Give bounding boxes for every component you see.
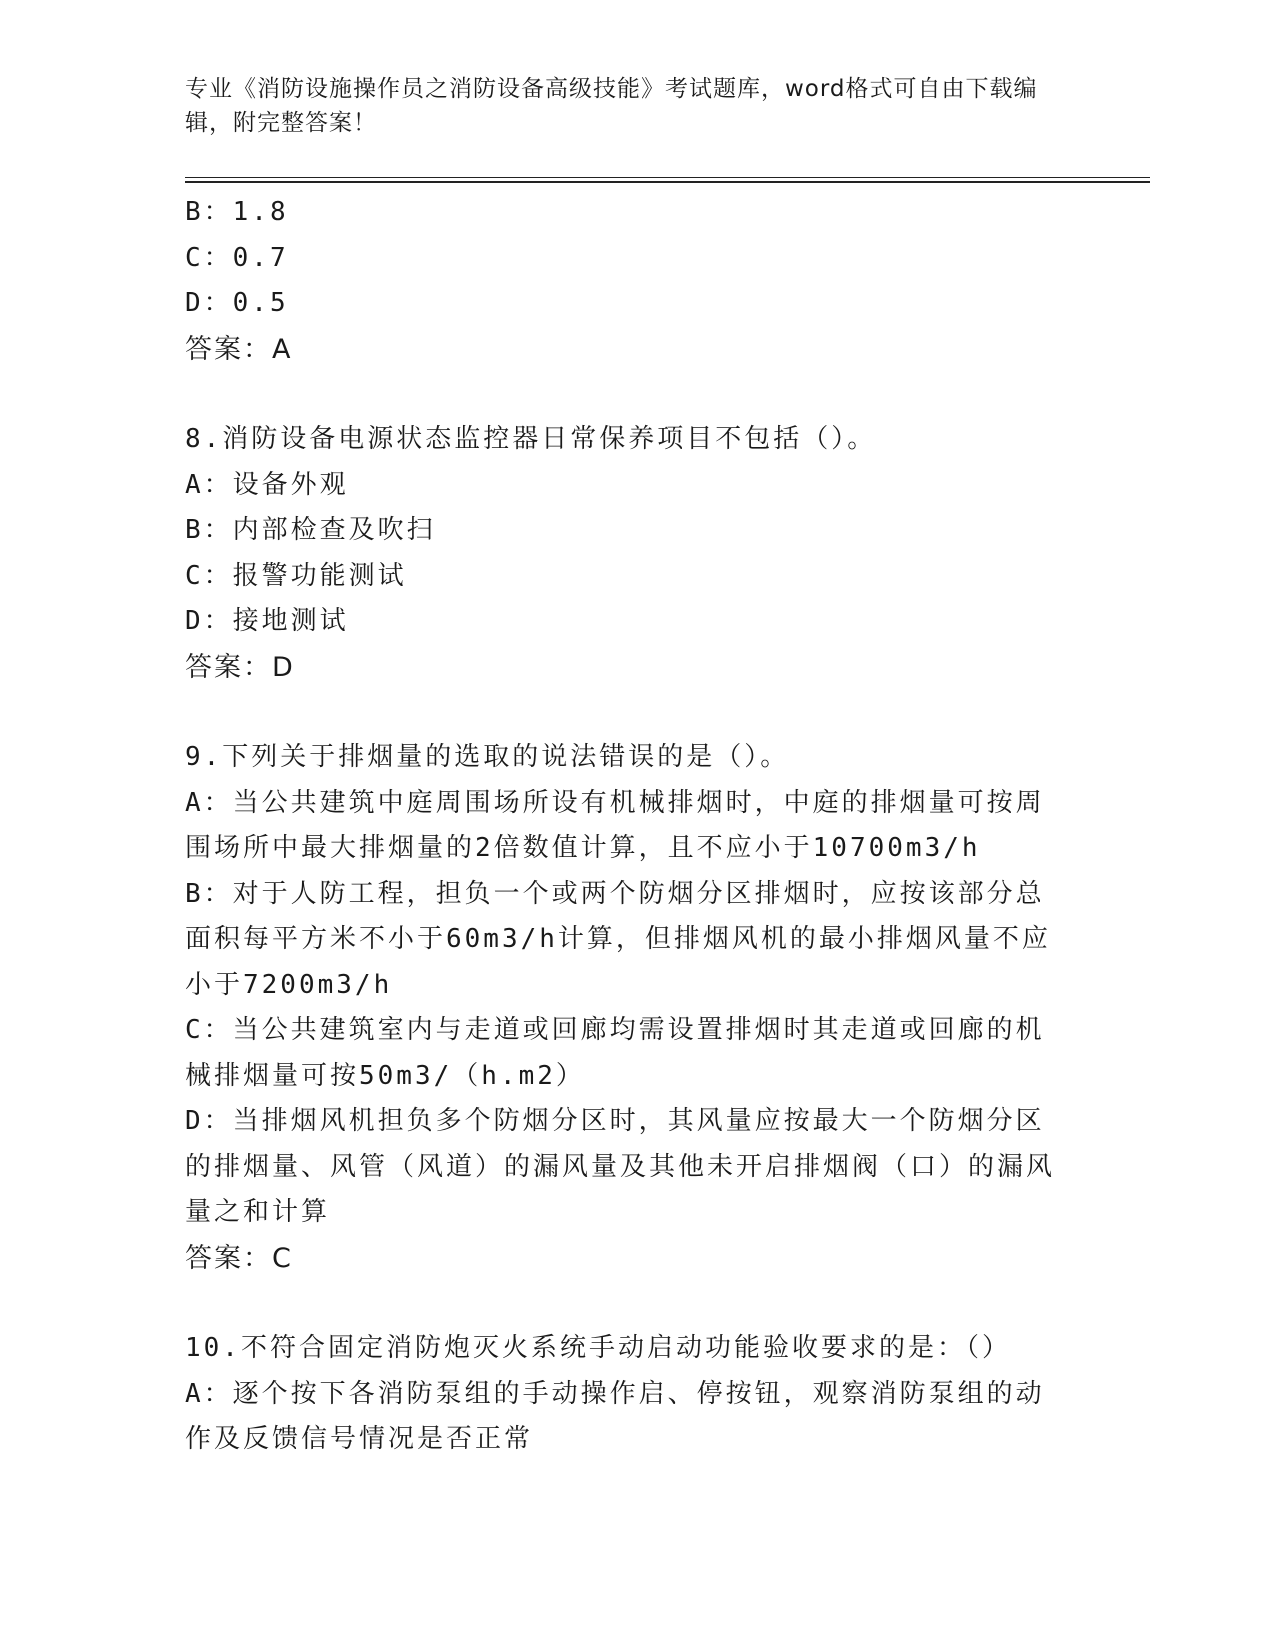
option-b: B：内部检查及吹扫: [185, 515, 436, 545]
option-b: B：对于人防工程，担负一个或两个防烟分区排烟时，应按该部分总面积每平方米不小于60m3/h计算，但排烟风机的最小排烟风量不应小于7200m3/h: [185, 878, 1051, 1000]
option-d: D：接地测试: [185, 606, 349, 636]
header-divider-thin: [185, 177, 1150, 178]
header-note: 专业《消防设施操作员之消防设备高级技能》考试题库，word格式可自由下载编辑，附完整答案！: [185, 76, 1038, 136]
option-c: C：当公共建筑室内与走道或回廊均需设置排烟时其走道或回廊的机械排烟量可按50m3/（h.m2）: [185, 1015, 1045, 1091]
option-b: B：1.8: [185, 197, 289, 227]
question-9-text: 9.下列关于排烟量的选取的说法错误的是（）。: [185, 742, 790, 772]
option-a: A：当公共建筑中庭周围场所设有机械排烟时，中庭的排烟量可按周围场所中最大排烟量的2倍数值计算，且不应小于10700m3/h: [185, 787, 1045, 863]
answer-line: 答案：A: [185, 333, 293, 365]
question-10-text: 10.不符合固定消防炮灭火系统手动启动功能验收要求的是：（）: [185, 1333, 1011, 1363]
option-c: C：0.7: [185, 242, 289, 273]
question-9-block: [185, 735, 1065, 1281]
option-a: A：设备外观: [185, 469, 349, 500]
option-c: C：报警功能测试: [185, 560, 407, 591]
answer-line: 答案：D: [185, 651, 295, 683]
question-8-block: [185, 417, 1065, 690]
answer-line: 答案：C: [185, 1242, 293, 1274]
spacer: [185, 1281, 1065, 1326]
spacer: [185, 372, 1065, 417]
prev-question-block: [185, 190, 1065, 372]
question-10-block: [185, 1326, 1065, 1463]
question-8-text: 8.消防设备电源状态监控器日常保养项目不包括（）。: [185, 424, 877, 454]
option-d: D：0.5: [185, 288, 289, 318]
option-a: A：逐个按下各消防泵组的手动操作启、停按钮，观察消防泵组的动作及反馈信号情况是否正常: [185, 1378, 1045, 1454]
option-d: D：当排烟风机担负多个防烟分区时，其风量应按最大一个防烟分区的排烟量、风管（风道）的漏风量及其他未开启排烟阀（口）的漏风量之和计算: [185, 1106, 1056, 1227]
question-content: [185, 190, 1065, 1463]
spacer: [185, 690, 1065, 735]
header-divider-thick: [185, 181, 1150, 183]
